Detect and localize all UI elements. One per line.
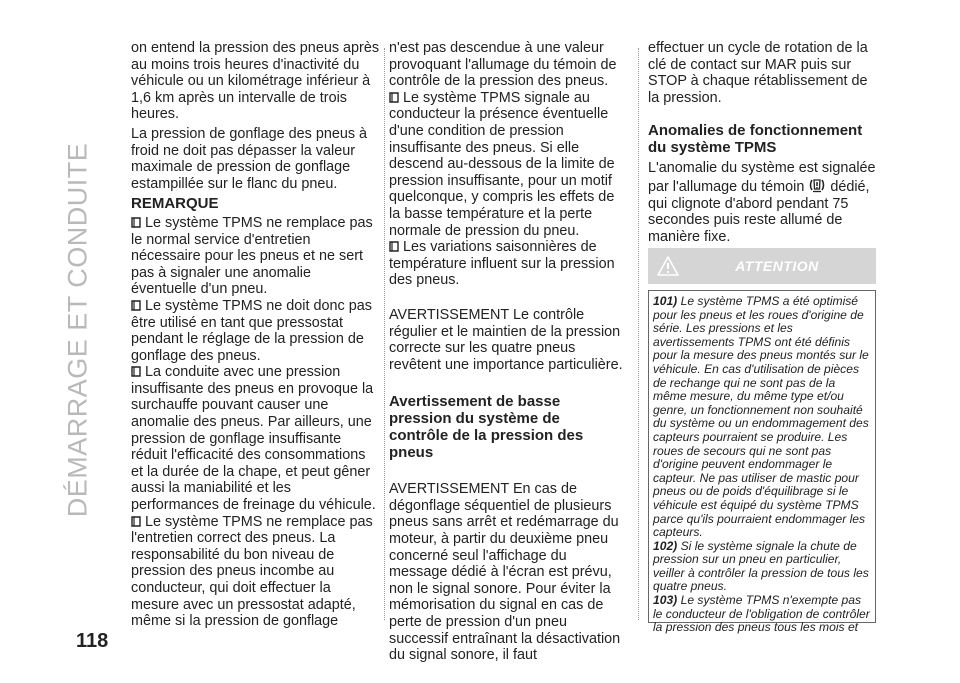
section-subheading: Avertissement de basse pression du système de contrôle de la pression des pneus xyxy=(389,393,584,462)
note-item: Le système TPMS ne doit donc pas être utilisé en tant que pressostat pendant le réglage de la pression de gonflage des pneus. xyxy=(131,297,372,364)
warning-paragraph: AVERTISSEMENT Le contrôle régulier et le maintien de la pression correcte sur les quatre pneus revêtent une importance particulière. xyxy=(389,306,623,373)
warning-item: 103) Le système TPMS n'exempte pas le conducteur de l'obligation de contrôler la pression des pneus tous les mois et xyxy=(653,593,870,635)
column-divider xyxy=(384,48,385,620)
book-icon xyxy=(131,366,141,377)
attention-box xyxy=(648,290,876,635)
column-2 xyxy=(389,40,623,664)
book-icon xyxy=(389,92,399,103)
section-subheading: Anomalies de fonctionnement du système TPMS xyxy=(648,122,863,157)
note-item: Les variations saisonnières de température influent sur la pression des pneus. xyxy=(389,239,615,289)
note-item: Le système TPMS ne remplace pas le normal service d'entretien nécessaire pour les pneus et ne sert pas à signaler une anomalie éventuelle d'un pneu. xyxy=(131,214,373,298)
book-icon xyxy=(131,516,141,527)
paragraph: L'anomalie du système est signalée par l'allumage du témoin dédié, qui clignote d'abord pendant 75 secondes puis reste allumé de manière fixe. xyxy=(648,160,876,245)
attention-header xyxy=(648,248,876,284)
book-icon xyxy=(131,300,141,311)
note-item: La conduite avec une pression insuffisante des pneus en provoque la surchauffe pouvant causer une anomalie des pneus. Par ailleurs, une pression de gonflage insuffisante réduit l'efficacité des consommations et la durée de la chape, et peut gêner aussi la maniabilité et les performances de freinage du véhicule. xyxy=(131,364,376,514)
paragraph: effectuer un cycle de rotation de la clé de contact sur MAR puis sur STOP à chaque rétablissement de la pression. xyxy=(648,40,868,106)
tpms-warning-icon xyxy=(809,177,825,193)
warning-item: 101) Le système TPMS a été optimisé pour les pneus et les roues d'origine de série. Les pressions et les avertissements TPMS ont été définis pour la mesure des pneus montés sur le véhicule. En cas d'utilisation de pièces de rechange qui ne sont pas de la même mesure, du même type et/ou genre, un fonctionnement non souhaité du système ou un endommagement des capteurs pourraient se produire. Les roues de secours qui ne sont pas d'origine peuvent endommager le capteur. Ne pas utiliser de mastic pour pneus ou de poids d'équilibrage si le véhicule est équipé du système TPMS parce qu'ils pourraient endommager les capteurs. xyxy=(653,294,869,540)
book-icon xyxy=(389,241,399,252)
paragraph: n'est pas descendue à une valeur provoquant l'allumage du témoin de contrôle de la pression des pneus. xyxy=(389,40,617,90)
warning-triangle-icon xyxy=(656,255,680,277)
column-divider xyxy=(638,48,639,620)
column-1 xyxy=(131,40,379,630)
note-item: Le système TPMS ne remplace pas l'entretien correct des pneus. La responsabilité du bon niveau de pression des pneus incombe au conducteur, qui doit effectuer la mesure avec un pressostat adapté, même si la pression de gonflage xyxy=(131,513,373,630)
book-icon xyxy=(131,217,141,228)
warning-item: 102) Si le système signale la chute de pression sur un pneu en particulier, veiller à contrôler la pression de tous les quatre pneus. xyxy=(653,538,869,594)
paragraph: La pression de gonflage des pneus à froid ne doit pas dépasser la valeur maximale de pression de gonflage estampillée sur le flanc du pneu. xyxy=(131,125,368,192)
page-number: 118 xyxy=(76,630,109,652)
remarque-heading: REMARQUE xyxy=(131,195,219,213)
attention-title: ATTENTION xyxy=(735,258,819,274)
column-3 xyxy=(648,40,878,245)
paragraph: on entend la pression des pneus après au moins trois heures d'inactivité du véhicule ou un kilométrage inférieur à 1,6 km après un intervalle de trois heures. xyxy=(131,40,380,123)
warning-paragraph: AVERTISSEMENT En cas de dégonflage séquentiel de plusieurs pneus sans arrêt et redémarrage du moteur, à partir du deuxième pneu concerné seul l'affichage du message dédié à l'écran est prévu, non le signal sonore. Pour éviter la mémorisation du signal en cas de perte de pression d'un pneu successif entraînant la désactivation du signal sonore, il faut xyxy=(389,481,621,664)
note-item: Le système TPMS signale au conducteur la présence éventuelle d'une condition de pression insuffisante des pneus. Si elle descend au-dessous de la limite de pression insuffisante, pour un motif quelconque, y compris les effets de la basse température et la perte normale de pression du pneu. xyxy=(389,89,615,239)
